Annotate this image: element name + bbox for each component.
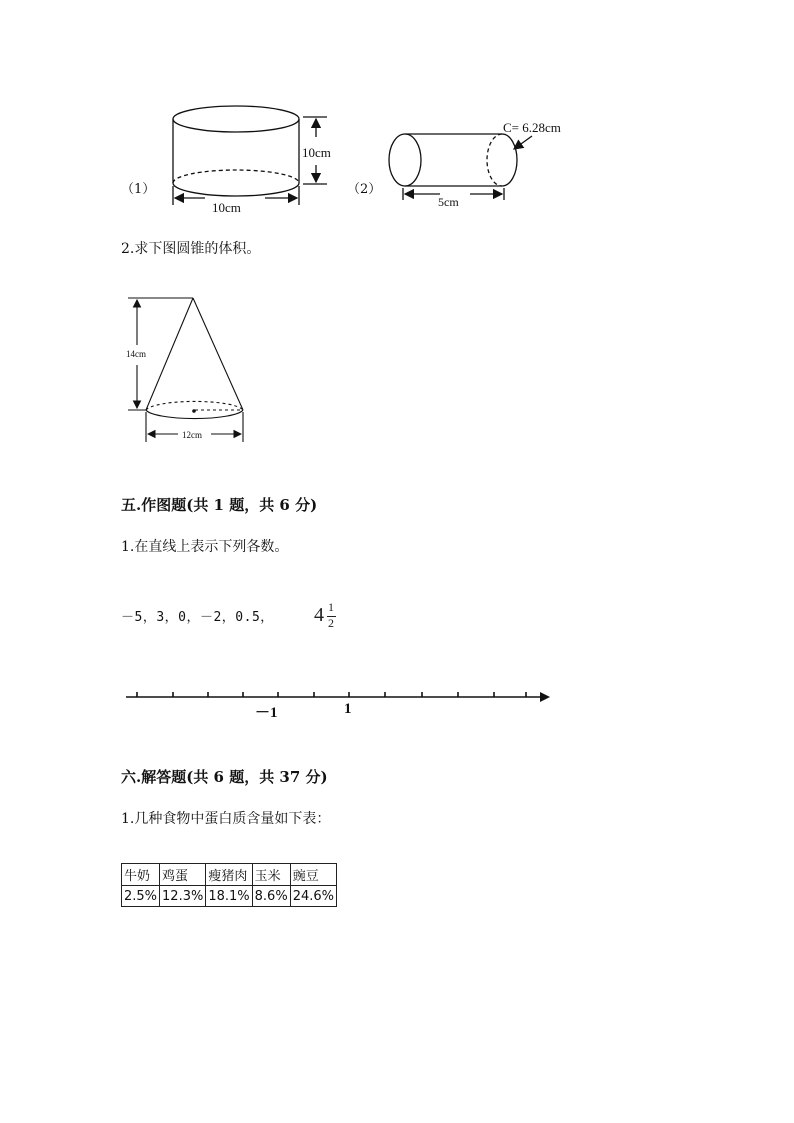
cylinder-2-circumference-label: C= 6.28cm [503,120,561,135]
cone-height-label: 14cm [126,349,146,359]
figure-label-1: （1） [121,182,156,197]
question-2-text: 2.求下图圆锥的体积。 [121,241,261,257]
mixed-number-denominator: 2 [328,616,334,630]
table-cell: 24.6% [290,886,336,907]
section-6-question-1: 1.几种食物中蛋白质含量如下表： [121,811,331,827]
section-5-question-1: 1.在直线上表示下列各数。 [121,539,289,555]
cylinder-2-length-label: 5cm [438,195,459,209]
protein-table [121,863,337,907]
figure-label-2: （2） [347,182,382,197]
table-header-cell: 鸡蛋 [160,864,206,886]
table-header-cell: 豌豆 [290,864,336,886]
table-header-cell: 牛奶 [122,864,160,886]
table-header-row [122,864,337,886]
table-header-cell: 瘦猪肉 [206,864,252,886]
section-5-title: 五.作图题(共 1 题，共 6 分) [121,496,318,514]
table-cell: 8.6% [252,886,290,907]
section-6-title: 六.解答题(共 6 题，共 37 分) [121,768,328,786]
table-cell: 18.1% [206,886,252,907]
cylinder-1-width-label: 10cm [212,200,241,215]
table-cell: 12.3% [160,886,206,907]
table-row [122,886,337,907]
cone-diameter-label: 12cm [182,430,202,440]
cylinder-1-height-label: 10cm [302,145,331,160]
tick-label-1: 1 [344,701,352,717]
table-cell: 2.5% [122,886,160,907]
mixed-number-numerator: 1 [328,600,334,614]
table-header-cell: 玉米 [252,864,290,886]
numbers-list: －5，3，0，－2，0.5， [121,610,274,625]
mixed-number-whole: 4 [314,604,324,626]
tick-label-neg1: －1 [255,705,278,721]
